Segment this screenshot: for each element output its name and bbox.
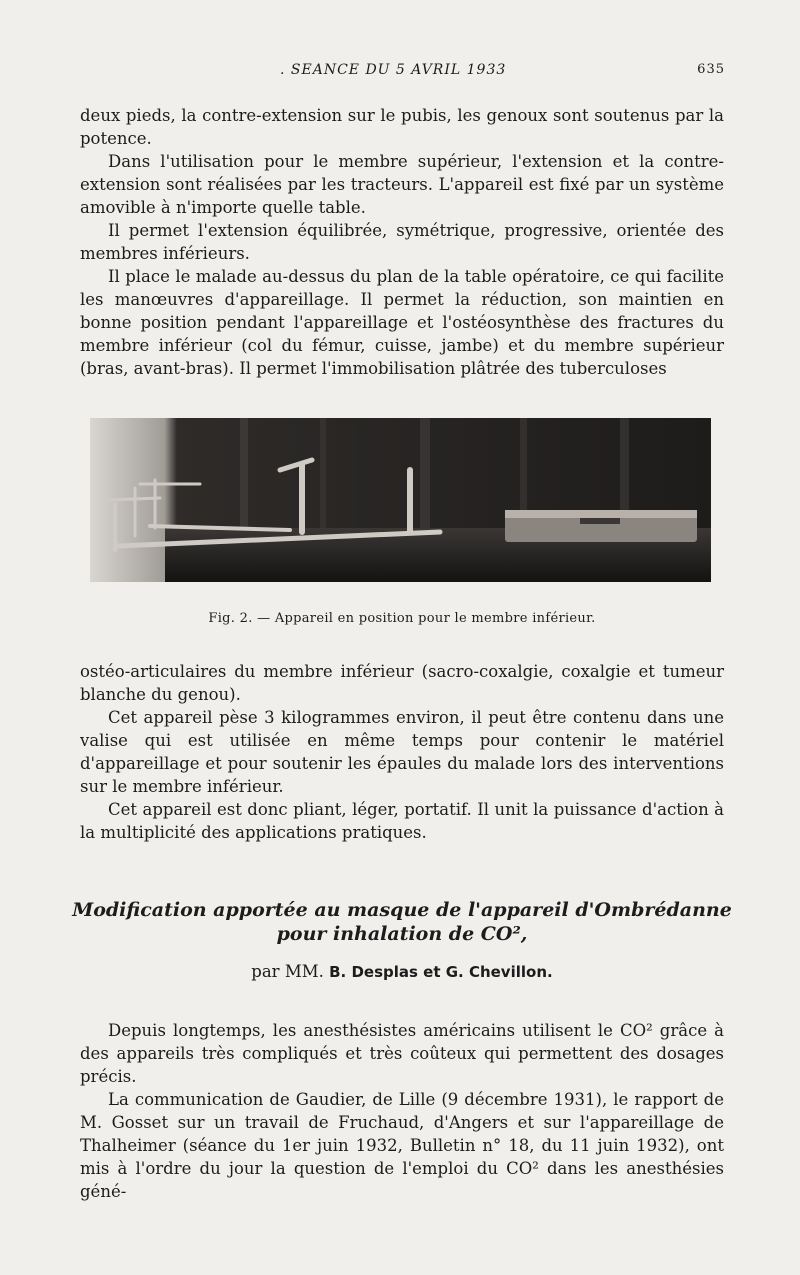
figure-caption: Fig. 2. — Appareil en position pour le membre inférieur. [208,611,596,626]
paragraph: La communication de Gaudier, de Lille (9 décembre 1931), le rapport de M. Gosset sur un travail de Fruchaud, d'Angers et sur l'appareillage de Thalheimer (séance du 1er juin 1932, Bulletin n° 18, du 11 juin 1932), ont mis à l'ordre du jour la question de l'emploi du CO² dans les anesthésies géné- [80,1090,724,1201]
suitcase [505,510,697,542]
figure-photo [90,418,711,582]
authors-names: B. Desplas et G. Chevillon. [329,963,553,981]
paragraph: ostéo-articulaires du membre inférieur (sacro-coxalgie, coxalgie et tumeur blanche du genou). [80,662,724,704]
text-block-bottom [80,1019,724,1203]
paragraph: Cet appareil pèse 3 kilogrammes environ, il peut être contenu dans une valise qui est utilisée en même temps pour contenir le matériel d'appareillage et pour soutenir les épaules du malade lors des interventions sur le membre inférieur. [80,708,724,796]
text-block-middle [80,660,724,844]
article-title-line: pour inhalation de CO², [276,923,528,945]
running-title: . SEANCE DU 5 AVRIL 1933 [280,62,507,78]
paragraph: Dans l'utilisation pour le membre supérieur, l'extension et la contre-extension sont réalisées par les tracteurs. L'appareil est fixé par un système amovible à n'importe quelle table. [80,152,724,217]
authors-prefix: par MM. [251,962,330,981]
article-title-line: Modification apportée au masque de l'appareil d'Ombrédanne [72,899,732,921]
paragraph: deux pieds, la contre-extension sur le pubis, les genoux sont soutenus par la potence. [80,106,724,148]
article-authors [80,962,724,981]
apparatus-photo [90,418,711,582]
paragraph: Depuis longtemps, les anesthésistes américains utilisent le CO² grâce à des appareils très compliqués et très coûteux qui permettent des dosages précis. [80,1021,724,1086]
running-header [80,62,725,84]
text-block-top [80,104,724,380]
paragraph: Il place le malade au-dessus du plan de la table opératoire, ce qui facilite les manœuvres d'appareillage. Il permet la réduction, son maintien en bonne position pendant l'appareillage et l'ostéosynthèse des fractures du membre inférieur (col du fémur, cuisse, jambe) et du membre supérieur (bras, avant-bras). Il permet l'immobilisation plâtrée des tuberculoses [80,267,724,378]
paragraph: Il permet l'extension équilibrée, symétrique, progressive, orientée des membres inférieurs. [80,221,724,263]
page-number: 635 [697,62,725,77]
paragraph: Cet appareil est donc pliant, léger, portatif. Il unit la puissance d'action à la multiplicité des applications pratiques. [80,800,724,842]
article-title [60,898,744,946]
